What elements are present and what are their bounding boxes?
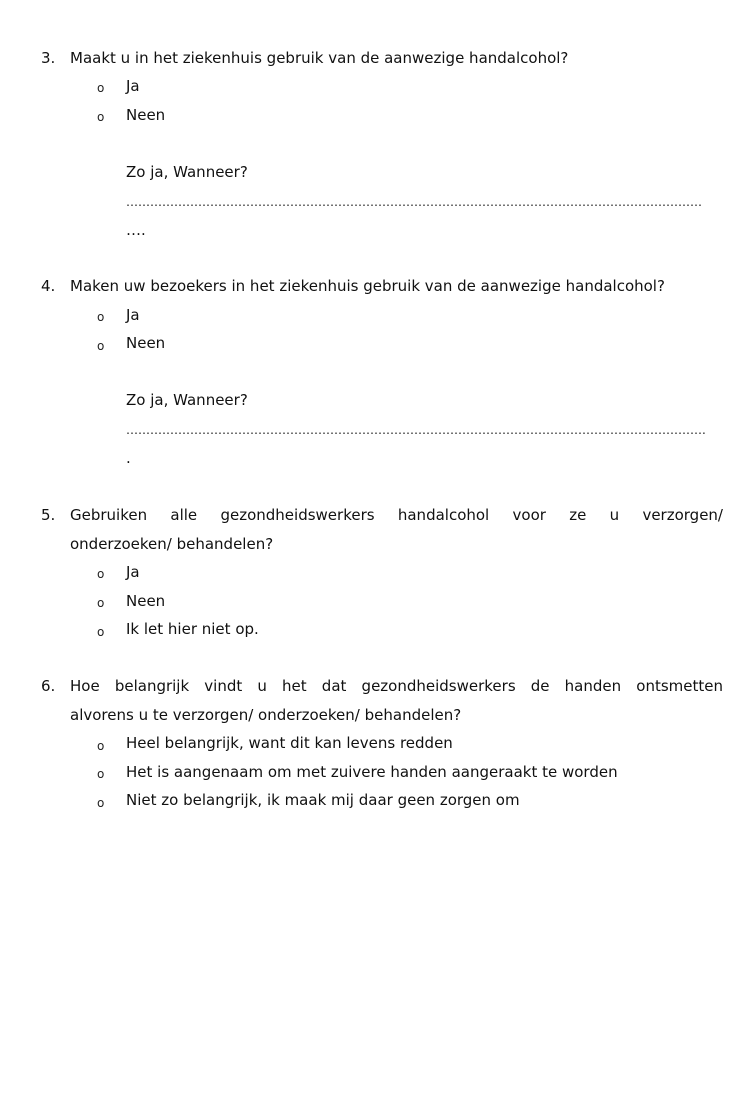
option-label: Ik let hier niet op. bbox=[126, 620, 259, 638]
question-text-line-2: alvorens u te verzorgen/ onderzoeken/ behandelen? bbox=[70, 706, 462, 724]
question-number: 6. bbox=[41, 677, 56, 695]
radio-bullet-icon[interactable]: o bbox=[97, 110, 105, 124]
question-number: 4. bbox=[41, 277, 56, 295]
radio-bullet-icon[interactable]: o bbox=[97, 596, 105, 610]
question-number: 5. bbox=[41, 506, 56, 524]
question-text: Maken uw bezoekers in het ziekenhuis gebruik van de aanwezige handalcohol? bbox=[70, 277, 665, 295]
answer-line[interactable]: ……………………………………………………………………………………………………………………………… bbox=[126, 195, 702, 209]
option-label: Ja bbox=[126, 563, 140, 581]
followup-label: Zo ja, Wanneer? bbox=[126, 163, 248, 181]
option-label: Neen bbox=[126, 592, 166, 610]
radio-bullet-icon[interactable]: o bbox=[97, 796, 105, 810]
option-label: Ja bbox=[126, 306, 140, 324]
question-text: Maakt u in het ziekenhuis gebruik van de aanwezige handalcohol? bbox=[70, 49, 569, 67]
radio-bullet-icon[interactable]: o bbox=[97, 767, 105, 781]
question-number: 3. bbox=[41, 49, 56, 67]
option-label: Het is aangenaam om met zuivere handen aangeraakt te worden bbox=[126, 763, 618, 781]
answer-line-tail: . bbox=[126, 449, 131, 467]
answer-line[interactable]: ………………………………………………………………………………………………………………………………. bbox=[126, 423, 706, 437]
radio-bullet-icon[interactable]: o bbox=[97, 81, 105, 95]
question-text-line-1: Hoe belangrijk vindt u het dat gezondheidswerkers de handen ontsmetten bbox=[70, 677, 723, 695]
question-text-line-2: onderzoeken/ behandelen? bbox=[70, 535, 274, 553]
option-label: Niet zo belangrijk, ik maak mij daar geen zorgen om bbox=[126, 791, 520, 809]
question-text-line-1: Gebruiken alle gezondheidswerkers handalcohol voor ze u verzorgen/ bbox=[70, 506, 723, 524]
radio-bullet-icon[interactable]: o bbox=[97, 567, 105, 581]
option-label: Heel belangrijk, want dit kan levens redden bbox=[126, 734, 453, 752]
radio-bullet-icon[interactable]: o bbox=[97, 339, 105, 353]
option-label: Ja bbox=[126, 77, 140, 95]
option-label: Neen bbox=[126, 334, 166, 352]
option-label: Neen bbox=[126, 106, 166, 124]
answer-line-tail: …. bbox=[126, 221, 146, 239]
radio-bullet-icon[interactable]: o bbox=[97, 739, 105, 753]
followup-label: Zo ja, Wanneer? bbox=[126, 391, 248, 409]
radio-bullet-icon[interactable]: o bbox=[97, 625, 105, 639]
radio-bullet-icon[interactable]: o bbox=[97, 310, 105, 324]
